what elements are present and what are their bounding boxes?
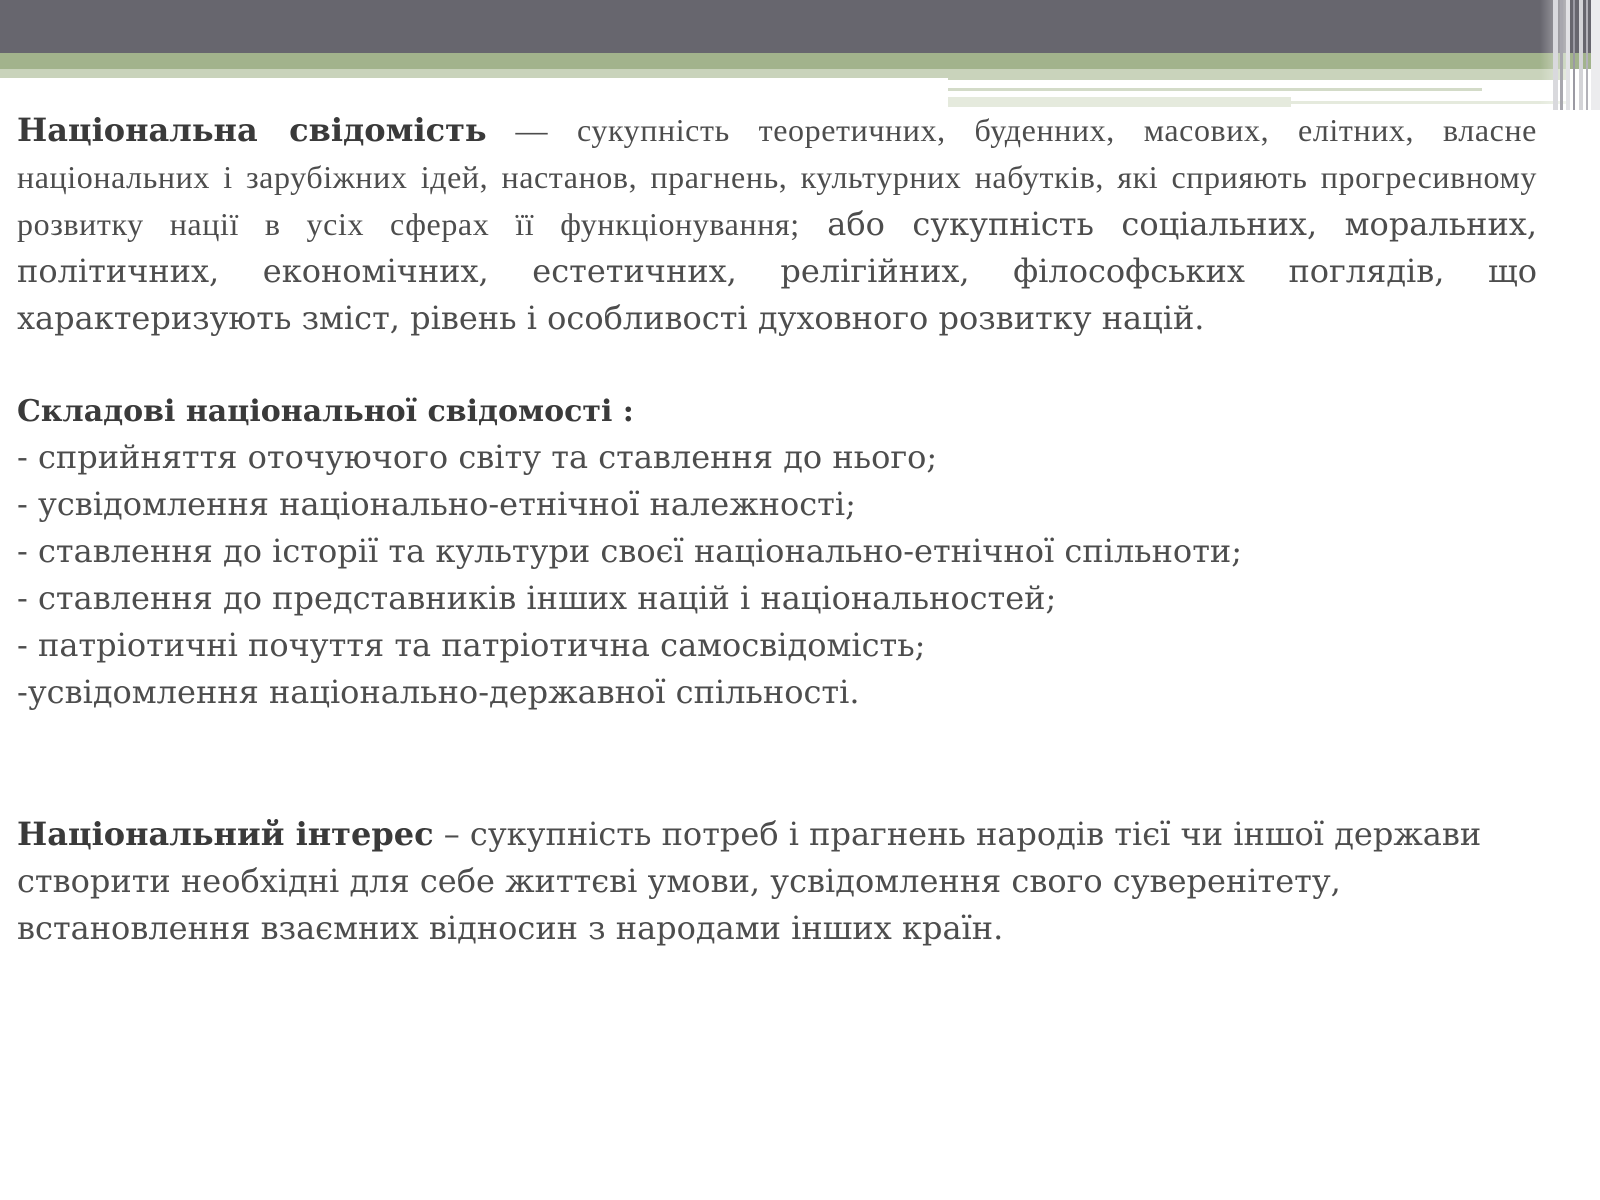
list-item: - ставлення до історії та культури своєї національно-етнічної спільноти; [17, 532, 1242, 570]
list-item: - усвідомлення національно-етнічної належності; [17, 485, 856, 523]
term-national-interest: Національний інтерес [17, 815, 434, 853]
definition-text-small: сукупність теоретичних, буденних, масових, елітних, власне національних і зарубіжних ідей, настанов, прагнень, культурних набутків, які сприяють прогресивному розвитку нації в усіх сферах її функціонування; [17, 112, 1537, 242]
components-list [17, 434, 1537, 716]
definition-national-consciousness [17, 107, 1537, 342]
header-green-bar [0, 53, 1600, 69]
header-thin-line [1291, 101, 1568, 104]
term-national-consciousness: Національна свідомість [17, 111, 487, 149]
header-vertical-stripes [1553, 0, 1600, 110]
definition-national-interest [17, 811, 1537, 952]
header-light-band-left [0, 69, 948, 78]
header-thin-line [948, 88, 1482, 91]
header-thin-line [948, 97, 1291, 107]
definition-dash: — [486, 112, 577, 148]
definition-text: сукупність потреб і прагнень народів тієї чи іншої держави створити необхідні для себе життєві умови, усвідомлення свого суверенітету, встановлення взаємних відносин з народами інших країн. [17, 815, 1482, 947]
slide-content [17, 107, 1537, 952]
components-title: Складові національної свідомості : [17, 394, 634, 429]
list-item: - сприйняття оточуючого світу та ставлення до нього; [17, 438, 938, 476]
list-item: - ставлення до представників інших націй і національностей; [17, 579, 1057, 617]
header-light-band-right [948, 69, 1568, 80]
definition-dash: – [433, 815, 470, 853]
header-gray-bar [0, 0, 1600, 53]
definition-text-large: або сукупність соціальних, моральних, політичних, економічних, естетичних, релігійних, філософських поглядів, що характеризують зміст, рівень і особливості духовного розвитку націй. [17, 205, 1538, 337]
list-item: -усвідомлення національно-державної спільності. [17, 673, 860, 711]
list-item: - патріотичні почуття та патріотична самосвідомість; [17, 626, 926, 664]
